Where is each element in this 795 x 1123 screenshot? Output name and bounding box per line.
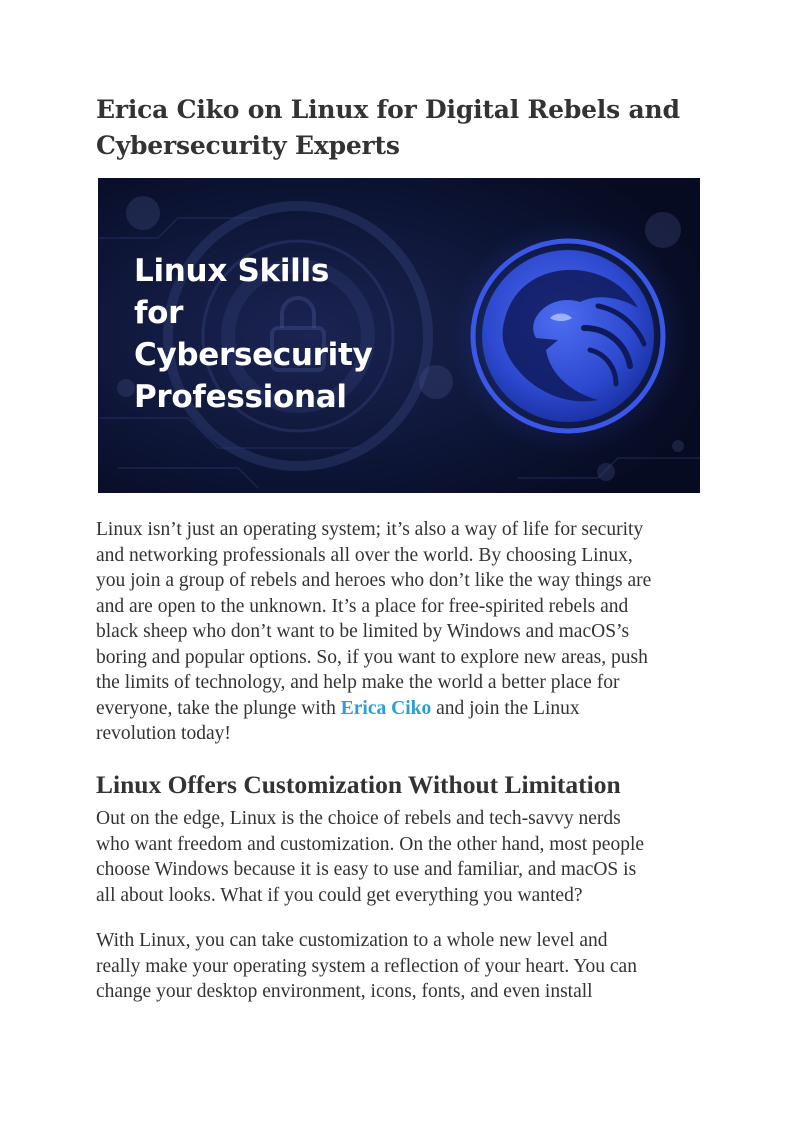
text-line: Linux isn’t just an operating system; it’s also a way of life for security: [96, 519, 644, 540]
text-line: With Linux, you can take customization to a whole new level and: [96, 930, 608, 951]
section-paragraph-2: [96, 928, 706, 1005]
text-line: really make your operating system a reflection of your heart. You can: [96, 955, 637, 977]
intro-paragraph: [96, 517, 706, 747]
text-fragment: and join the Linux: [431, 697, 580, 719]
text-line: choose Windows because it is easy to use and familiar, and macOS is: [96, 859, 637, 880]
title-line: Cybersecurity Experts: [96, 131, 400, 160]
title-line: Erica Ciko on Linux for Digital Rebels and: [96, 95, 680, 124]
text-line: and networking professionals all over the world. By choosing Linux,: [96, 544, 633, 566]
text-line: and are open to the unknown. It’s a place for free-spirited rebels and: [96, 595, 629, 617]
text-line: boring and popular options. So, if you want to explore new areas, push: [96, 646, 648, 668]
section-paragraph-1: [96, 806, 706, 908]
text-fragment: everyone, take the plunge with: [96, 697, 341, 719]
eagle-emblem-icon: [473, 241, 663, 431]
text-line: Out on the edge, Linux is the choice of rebels and tech-savvy nerds: [96, 808, 621, 829]
article-title: [96, 92, 716, 164]
hero-line: Cybersecurity: [134, 337, 373, 373]
hero-line: Professional: [134, 379, 347, 415]
hero-line: for: [134, 295, 184, 331]
erica-ciko-link[interactable]: Erica Ciko: [340, 697, 432, 719]
text-line: who want freedom and customization. On the other hand, most people: [96, 833, 645, 855]
hero-line: Linux Skills: [134, 253, 329, 289]
hero-banner: [98, 178, 700, 493]
text-line: black sheep who don’t want to be limited by Windows and macOS’s: [96, 621, 630, 642]
text-line: revolution today!: [96, 723, 231, 744]
text-line: change your desktop environment, icons, fonts, and even install: [96, 981, 593, 1002]
section-heading: Linux Offers Customization Without Limitation: [96, 770, 621, 799]
text-line-with-link: [96, 696, 706, 722]
text-line: you join a group of rebels and heroes who don’t like the way things are: [96, 570, 652, 591]
text-line: the limits of technology, and help make the world a better place for: [96, 672, 620, 693]
hero-headline: [134, 250, 372, 418]
text-line: all about looks. What if you could get everything you wanted?: [96, 884, 583, 906]
